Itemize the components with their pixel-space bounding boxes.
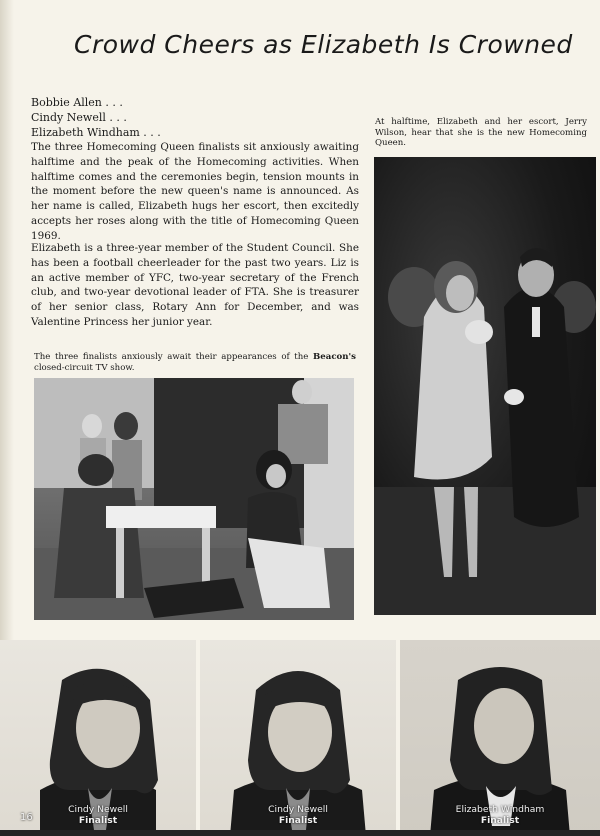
portrait-cindy-newell-2 xyxy=(200,640,396,836)
page-title: Crowd Cheers as Elizabeth Is Crowned xyxy=(74,30,573,59)
group-photo-caption xyxy=(34,352,356,373)
portrait-elizabeth-windham xyxy=(400,640,600,836)
portrait-cindy-newell-1 xyxy=(0,640,196,836)
finalist-list-item: Cindy Newell . . . xyxy=(31,111,127,124)
story-paragraph-2: Elizabeth is a three-year member of the Student Council. She has been a football cheerleader for the past two years. Liz is an active member of YFC, two-year secretary of the French club, and two-year devotional leader of FTA. She is treasurer of her senior class, Rotary Ann for December, and was Valentine Princess her junior year. xyxy=(31,242,359,328)
portrait-label: Finalist xyxy=(480,815,520,826)
group-caption-text-end: closed-circuit TV show. xyxy=(34,362,135,373)
finalist-list-item: Bobbie Allen . . . xyxy=(31,96,123,109)
portrait-label: Finalist xyxy=(278,815,318,826)
crowning-photo xyxy=(374,157,596,615)
portrait-label: Finalist xyxy=(78,815,118,826)
group-caption-text: The three finalists anxiously await their appearances of the xyxy=(34,352,314,362)
page-bottom-edge xyxy=(0,830,600,836)
portrait-name: Cindy Newell xyxy=(268,804,328,815)
page-number: 16 xyxy=(20,812,33,823)
finalist-list xyxy=(31,95,161,140)
finalist-list-item: Elizabeth Windham . . . xyxy=(31,126,161,139)
group-caption-publication: Beacon's xyxy=(313,352,356,362)
story-paragraph-1: The three Homecoming Queen finalists sit anxiously awaiting halftime and the peak of the Homecoming activities. When halftime comes and the ceremonies begin, tension mounts in the moment before the new queen's name is announced. As her name is called, Elizabeth hugs her escort, then excitedly accepts her roses along with the title of Homecoming Queen 1969. xyxy=(31,141,359,242)
crowning-photo-caption: At halftime, Elizabeth and her escort, Jerry Wilson, hear that she is the new Homecoming Queen. xyxy=(375,117,587,148)
portrait-name: Cindy Newell xyxy=(68,804,128,815)
finalists-group-photo xyxy=(34,378,354,620)
portrait-name: Elizabeth Windham xyxy=(455,804,545,815)
portrait-caption xyxy=(400,804,600,826)
portrait-caption xyxy=(200,804,396,826)
